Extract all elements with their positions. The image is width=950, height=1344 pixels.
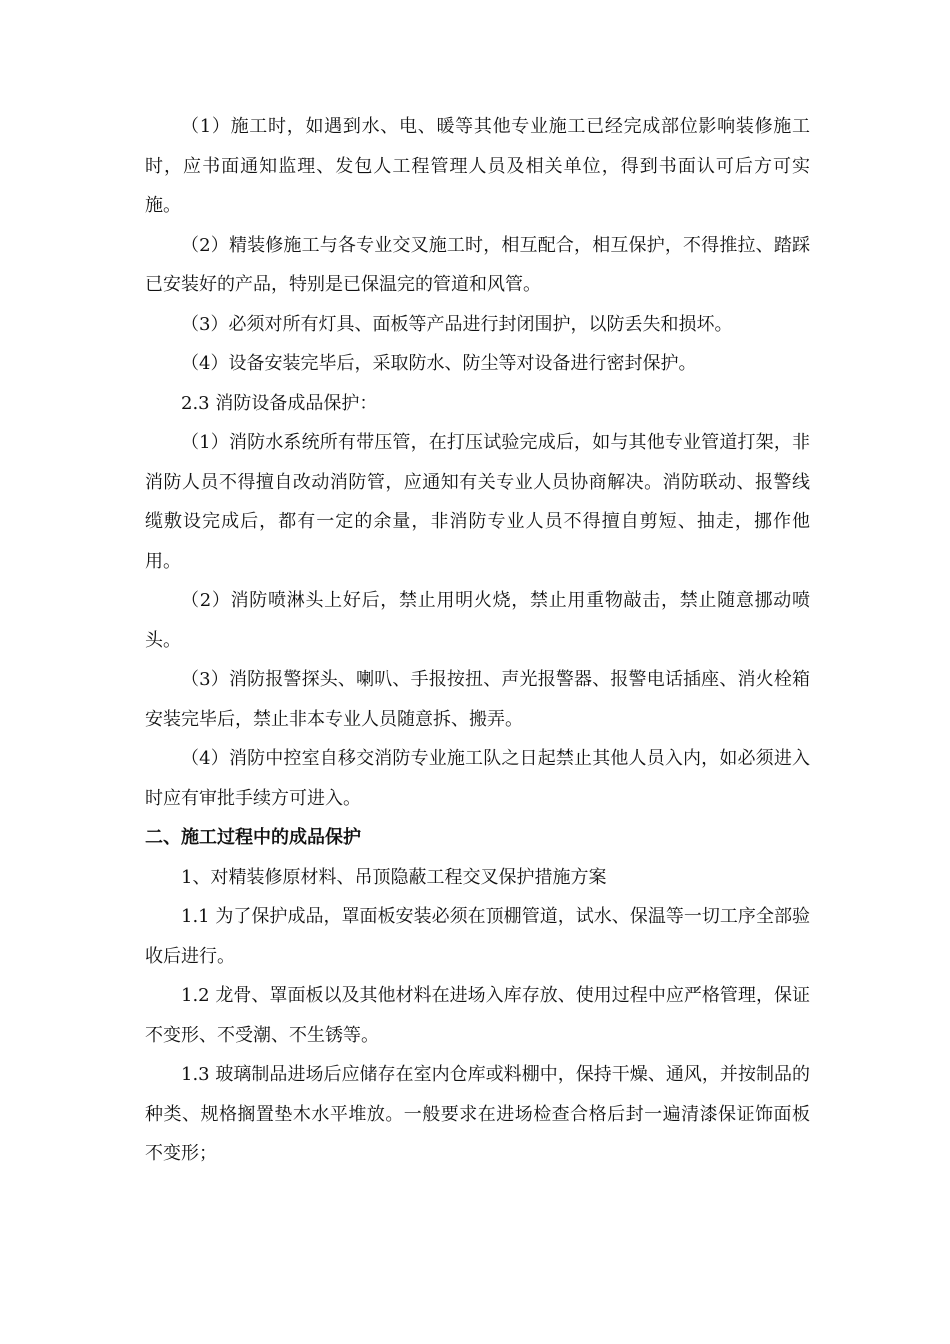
paragraph-fire-4: （4）消防中控室自移交消防专业施工队之日起禁止其他人员入内，如必须进入时应有审批手续方可进入。 — [145, 748, 810, 809]
paragraph-2: （2）精装修施工与各专业交叉施工时，相互配合，相互保护，不得推拉、踏踩已安装好的产品，特别是已保温完的管道和风管。 — [145, 234, 810, 295]
paragraph-1-1: 1.1 为了保护成品，罩面板安装必须在顶棚管道，试水、保温等一切工序全部验收后进行。 — [145, 906, 810, 967]
paragraph-fire-2: （2）消防喷淋头上好后，禁止用明火烧，禁止用重物敲击，禁止随意挪动喷头。 — [145, 590, 810, 651]
section-heading: 二、施工过程中的成品保护 — [145, 827, 361, 848]
paragraph-4: （4）设备安装完毕后，采取防水、防尘等对设备进行密封保护。 — [181, 353, 697, 374]
section-2-3-title: 2.3 消防设备成品保护： — [181, 392, 378, 414]
paragraph-fire-1: （1）消防水系统所有带压管，在打压试验完成后，如与其他专业管道打架，非消防人员不得擅自改动消防管，应通知有关专业人员协商解决。消防联动、报警线缆敷设完成后，都有一定的余量，非消防专业人员不得擅自剪短、抽走，挪作他用。 — [145, 432, 810, 572]
paragraph-fire-3: （3）消防报警探头、喇叭、手报按扭、声光报警器、报警电话插座、消火栓箱安装完毕后，禁止非本专业人员随意拆、搬弄。 — [145, 669, 810, 730]
document-page — [145, 107, 810, 1174]
subsection-1-title: 1、对精装修原材料、吊顶隐蔽工程交叉保护措施方案 — [181, 866, 607, 888]
paragraph-1-3: 1.3 玻璃制品进场后应储存在室内仓库或料棚中，保持干燥、通风，并按制品的种类、规格搁置垫木水平堆放。一般要求在进场检查合格后封一遍清漆保证饰面板不变形； — [145, 1064, 810, 1164]
paragraph-3: （3）必须对所有灯具、面板等产品进行封闭围护，以防丢失和损坏。 — [181, 313, 733, 335]
paragraph-1-2: 1.2 龙骨、罩面板以及其他材料在进场入库存放、使用过程中应严格管理，保证不变形、不受潮、不生锈等。 — [145, 985, 810, 1046]
paragraph-1: （1）施工时，如遇到水、电、暖等其他专业施工已经完成部位影响装修施工时，应书面通知监理、发包人工程管理人员及相关单位，得到书面认可后方可实施。 — [145, 116, 810, 216]
